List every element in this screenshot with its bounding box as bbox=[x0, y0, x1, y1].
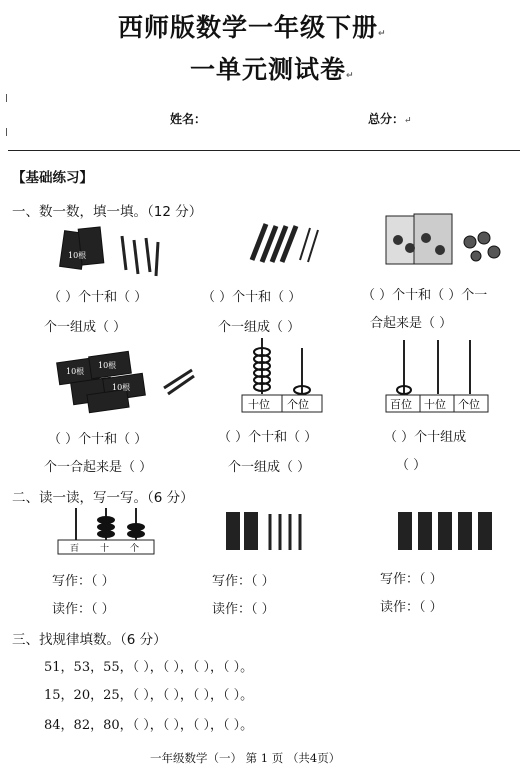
bundle-label: 10根 bbox=[98, 361, 117, 370]
q2-item1-write: 写作：（ ） bbox=[52, 574, 115, 589]
document-subtitle: 一单元测试卷↵ bbox=[190, 55, 355, 84]
q1-item3-line2: 合起来是（ ） bbox=[370, 316, 453, 331]
ones-place-label: 个位 bbox=[458, 398, 480, 411]
section-basic-heading: 【基础练习】 bbox=[12, 170, 93, 186]
bundle-label: 10根 bbox=[112, 383, 131, 392]
sticks-bundles-2 bbox=[222, 506, 312, 554]
q3-row3: 84，82，80，（ ），（ ），（ ），（ ）。 bbox=[44, 718, 254, 733]
hundreds-place-label: 百位 bbox=[390, 398, 412, 411]
q2-item1-read: 读作：（ ） bbox=[52, 602, 115, 617]
q1-item6-line1: （ ）个十组成 bbox=[384, 430, 467, 445]
abacus-two-place bbox=[240, 338, 340, 414]
hundreds-label: 百 bbox=[70, 544, 80, 554]
q2-item2-write: 写作：（ ） bbox=[212, 574, 275, 589]
ones-label: 个 bbox=[130, 544, 140, 554]
stick-bundles-illustration bbox=[242, 220, 322, 265]
q1-item5-line2: 个一组成（ ） bbox=[228, 460, 311, 475]
margin-tick bbox=[6, 94, 7, 102]
q1-item4-line1: （ ）个十和（ ） bbox=[48, 432, 148, 447]
q1-item2-line1: （ ）个十和（ ） bbox=[202, 290, 302, 305]
candy-boxes-illustration bbox=[384, 212, 509, 272]
q1-item1-line2: 个一组成（ ） bbox=[44, 320, 127, 335]
q1-item5-line1: （ ）个十和（ ） bbox=[218, 430, 318, 445]
score-label: 总分：↵ bbox=[368, 112, 412, 126]
name-label: 姓名： bbox=[170, 112, 207, 126]
page-footer: 一年级数学（一） 第 1 页 （共4页） bbox=[150, 751, 341, 765]
header-divider bbox=[8, 150, 520, 151]
q3-title: 三、找规律填数。（6 分） bbox=[12, 632, 167, 648]
q3-row2: 15，20，25，（ ），（ ），（ ），（ ）。 bbox=[44, 688, 254, 703]
tens-place-label: 十位 bbox=[248, 398, 270, 411]
tens-place-label: 十位 bbox=[424, 398, 446, 411]
q3-row1: 51，53，55，（ ），（ ），（ ），（ ）。 bbox=[44, 660, 254, 675]
q1-title: 一、数一数，填一填。（12 分） bbox=[12, 204, 203, 220]
bundle-illustration-1 bbox=[60, 222, 170, 277]
q1-item2-line2: 个一组成（ ） bbox=[218, 320, 301, 335]
bundle-label: 10根 bbox=[68, 251, 87, 260]
q2-item3-read: 读作：（ ） bbox=[380, 600, 443, 615]
abacus-hundreds-tens-ones bbox=[58, 506, 158, 558]
bundle-label: 10根 bbox=[66, 367, 85, 376]
q2-item2-read: 读作：（ ） bbox=[212, 602, 275, 617]
ten-bundles-illustration bbox=[52, 348, 197, 413]
tens-label: 十 bbox=[100, 544, 110, 554]
q1-item4-line2: 个一合起来是（ ） bbox=[44, 460, 153, 475]
q1-item3-line1: （ ）个十和（ ）个一 bbox=[362, 288, 488, 303]
sticks-bundles-3 bbox=[394, 506, 504, 554]
abacus-three-place bbox=[384, 338, 494, 414]
q2-title: 二、读一读，写一写。（6 分） bbox=[12, 490, 194, 506]
q1-item1-line1: （ ）个十和（ ） bbox=[48, 290, 148, 305]
q1-item6-line2: （ ） bbox=[396, 458, 427, 473]
q2-item3-write: 写作：（ ） bbox=[380, 572, 443, 587]
document-title: 西师版数学一年级下册↵ bbox=[118, 13, 387, 42]
ones-place-label: 个位 bbox=[287, 398, 309, 411]
margin-tick bbox=[6, 128, 7, 136]
